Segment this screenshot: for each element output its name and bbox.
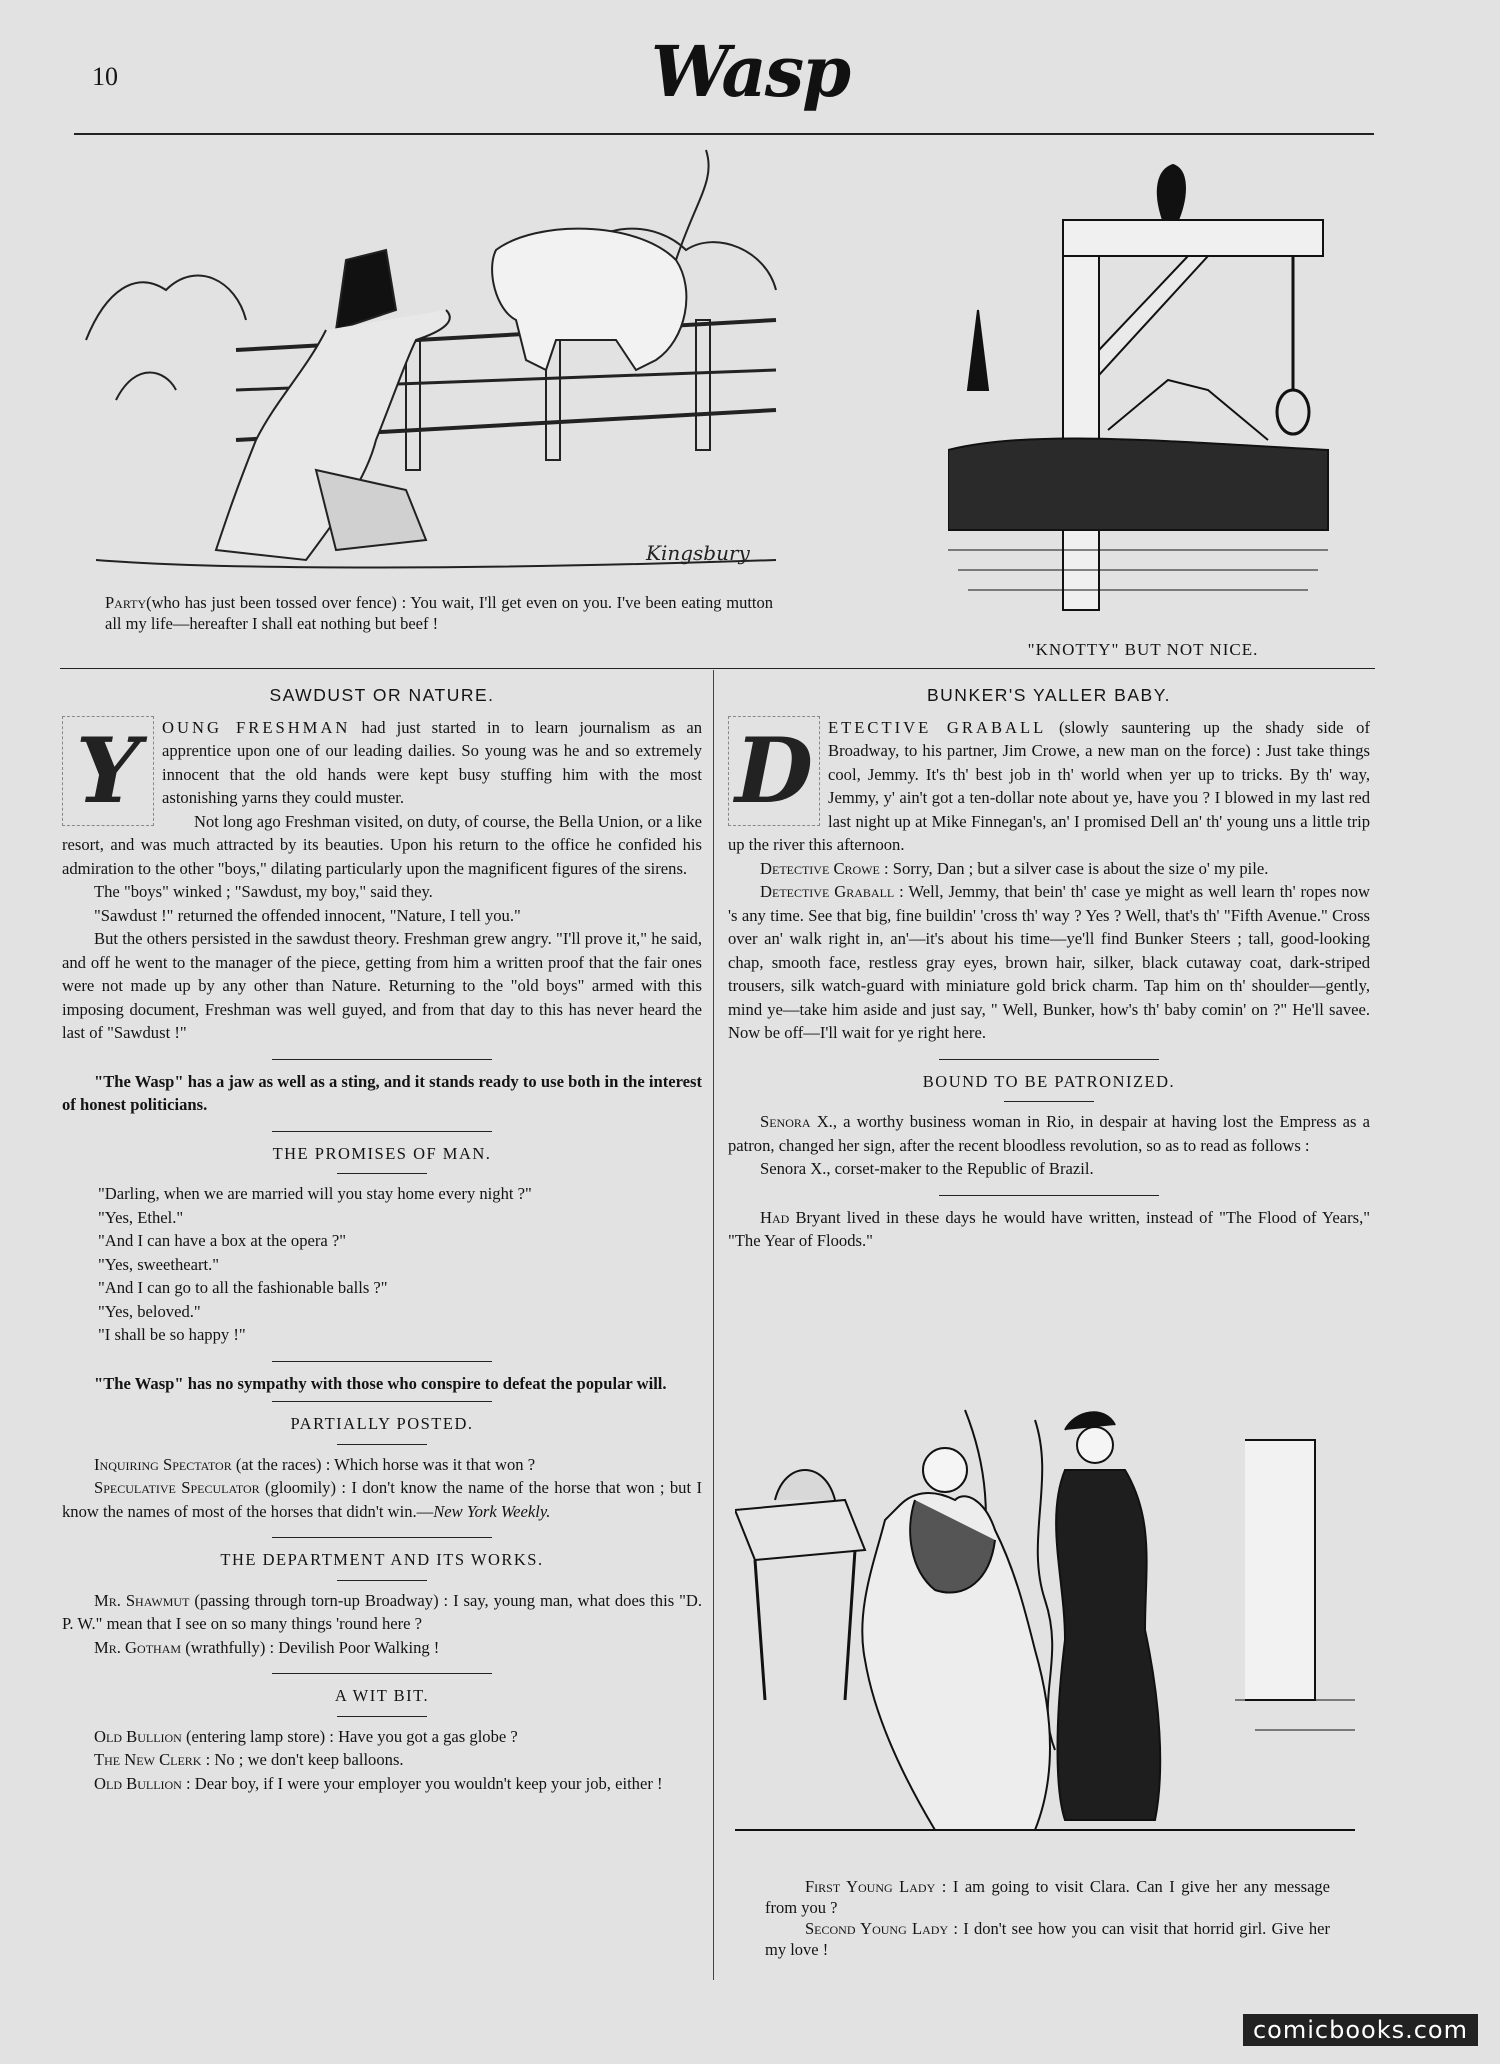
two-ladies-drawing <box>735 1400 1355 1870</box>
illustration-signature: Kingsbury <box>646 541 750 565</box>
fence-caption <box>105 592 773 634</box>
speech: : No ; we don't keep balloons. <box>201 1750 404 1769</box>
divider <box>272 1361 492 1362</box>
promises-line: "Yes, Ethel." <box>98 1207 184 1227</box>
speech: , a worthy business woman in Rio, in despair at having lost the Empress as a patron, changed her sign, after the recent bloodless revolution, so as to read as follows : <box>728 1112 1370 1155</box>
partially-title: PARTIALLY POSTED. <box>290 1414 474 1433</box>
promises-title: THE PROMISES OF MAN. <box>272 1143 492 1163</box>
partially-line-1 <box>62 1453 702 1477</box>
sawdust-paragraph-5: But the others persisted in the sawdust theory. Freshman grew angry. "I'll prove it," he said, and off he went to the manager of the piece, getting from him a written proof that the fair ones were not made up by any other than Nature. Returning to the "old boys" armed with this imposing document, Freshman was well guyed, and from that day to this has never heard the last of "Sawdust !" <box>62 929 702 1042</box>
ornamental-dropcap-y: Y <box>62 716 154 826</box>
two-ladies-illustration <box>735 1400 1355 1870</box>
lead-word: Had <box>760 1207 790 1227</box>
promises-dialogue <box>62 1182 702 1347</box>
promises-line: "I shall be so happy !" <box>98 1325 246 1344</box>
column-divider <box>713 670 714 1980</box>
caption-text: (who has just been tossed over fence) : You wait, I'll get even on you. I've been eating mutton all my life—hereafter I shall eat nothing but beef ! <box>105 593 773 633</box>
divider <box>939 1195 1159 1196</box>
bunker-text-1: (slowly sauntering up the shady side of Broadway, to his partner, Jim Crowe, a new man on the force) : Just take things cool, Jemmy. It's th' best job in th' world when yer up to tricks. By th' way, Jemmy, y' ain't got a ten-dollar note about ye, have you ? I blowed in my last red last night up at Mike Finnegan's, an' I promised Dell an' th' young uns a little trip up the river this afternoon. <box>728 717 1371 854</box>
witbit-line-3 <box>62 1772 702 1796</box>
speech: : I don't see how you can visit that horrid girl. Give her my love ! <box>765 1919 1330 1959</box>
speaker: Detective Crowe <box>760 858 880 878</box>
speaker: Detective Graball <box>760 882 895 901</box>
speech: (passing through torn-up Broadway) : I say, young man, what does this "D. P. W." mean that I see on so many things 'round here ? <box>62 1590 702 1633</box>
bunker-paragraph-1 <box>728 716 1370 857</box>
speech: : Sorry, Dan ; but a silver case is about the size o' my pile. <box>879 858 1269 878</box>
gallows-illustration <box>948 150 1338 620</box>
divider <box>1004 1101 1094 1102</box>
left-column <box>62 676 702 1795</box>
divider <box>272 1537 492 1538</box>
bunker-lead: ETECTIVE GRABALL <box>828 717 1047 737</box>
sawdust-paragraph-2: Not long ago Freshman visited, on duty, of course, the Bella Union, or a like resort, and was much attracted by its beauties. Upon his return to the office he confided his admiration to the other "boys," dilating particularly upon the magnificent figures of the sirens. <box>62 811 702 878</box>
ladies-caption <box>765 1876 1330 1960</box>
speech: (wrathfully) : Devilish Poor Walking ! <box>181 1637 440 1657</box>
sawdust-paragraph-3: The "boys" winked ; "Sawdust, my boy," said they. <box>94 882 433 901</box>
witbit-title: A WIT BIT. <box>334 1686 430 1705</box>
bound-paragraph-1 <box>728 1110 1370 1157</box>
promises-line: "And I can have a box at the opera ?" <box>98 1231 347 1250</box>
speaker: First Young Lady <box>805 1877 936 1896</box>
site-watermark: comicbooks.com <box>1243 2014 1478 2046</box>
speech: : Well, Jemmy, that bein' th' case ye might as well learn th' ropes now 's any time. See that big, fine buildin' 'cross th' way ? Yes ? Well, that's th' "Fifth Avenue." Cross over an' walk right in, an'—it's about his time—ye'll find Bunker Steers ; tall, good-looking chap, smooth face, restless gray eyes, brown hair, silker, black cutaway coat, dark-striped trousers, silk watch-guard with miniature gold brick charm. Tap him on th' shoulder—gently, mind ye—take him aside and just say, " Well, Bunker, how's th' baby comin' on ?" He'll savee. Now be off—I'll wait for ye right here. <box>728 882 1370 1042</box>
sawdust-paragraph-4: "Sawdust !" returned the offended innocent, "Nature, I tell you." <box>94 905 521 925</box>
gallows-caption: "KNOTTY" BUT NOT NICE. <box>1027 640 1259 659</box>
bunker-paragraph-3 <box>728 880 1370 1045</box>
bryant-paragraph <box>728 1206 1370 1253</box>
speaker: Old Bullion <box>94 1773 182 1793</box>
speaker: Senora X. <box>760 1112 833 1131</box>
divider <box>272 1131 492 1132</box>
speech: : Dear boy, if I were your employer you wouldn't keep your job, either ! <box>181 1773 663 1793</box>
sawdust-title: SAWDUST OR NATURE. <box>269 685 495 705</box>
divider <box>272 1059 492 1060</box>
sawdust-paragraph-1 <box>62 716 702 824</box>
bunker-title: BUNKER'S YALLER BABY. <box>927 685 1171 705</box>
speaker: The New Clerk <box>94 1750 202 1769</box>
promises-line: "Yes, beloved." <box>98 1301 201 1321</box>
speech: (gloomily) : I don't know the name of the horse that won ; but I know the names of most of the horses that didn't win.— <box>62 1478 702 1521</box>
divider <box>272 1401 492 1402</box>
promises-line: "And I can go to all the fashionable balls ?" <box>98 1278 388 1297</box>
bound-title: BOUND TO BE PATRONIZED. <box>922 1071 1176 1091</box>
divider <box>939 1059 1159 1060</box>
bunker-paragraph-2 <box>728 857 1370 881</box>
speaker: Old Bullion <box>94 1726 182 1746</box>
speaker: Mr. Gotham <box>94 1637 182 1657</box>
speaker: Second Young Lady <box>805 1919 949 1938</box>
promises-line: "Yes, sweetheart." <box>98 1254 220 1274</box>
witbit-line-1 <box>62 1725 702 1749</box>
sawdust-lead: OUNG FRESHMAN <box>162 717 351 737</box>
ornamental-dropcap-d: D <box>728 716 820 826</box>
wasp-sympathy-note: "The Wasp" has no sympathy with those who conspire to defeat the popular will. <box>94 1373 667 1393</box>
promises-line: "Darling, when we are married will you stay home every night ?" <box>98 1184 532 1203</box>
sawdust-text-1: had just started in to learn journalism as an apprentice upon one of our leading dailies. So young was he and so extremely innocent that the old hands were kept busy stuffing him with the most astonishing yarns they could muster. <box>162 717 702 807</box>
department-line-2 <box>62 1636 702 1660</box>
speech: (at the races) : Which horse was it that won ? <box>231 1454 536 1474</box>
partially-line-2 <box>62 1476 702 1523</box>
divider <box>272 1673 492 1674</box>
department-title: THE DEPARTMENT AND ITS WORKS. <box>220 1550 544 1569</box>
bound-paragraph-2: Senora X., corset-maker to the Republic of Brazil. <box>760 1159 1094 1178</box>
header-rule <box>74 133 1374 135</box>
speaker: Mr. Shawmut <box>94 1590 190 1610</box>
witbit-line-2 <box>62 1748 702 1772</box>
ladies-caption-line-1 <box>765 1876 1330 1918</box>
divider <box>337 1444 427 1445</box>
department-line-1 <box>62 1589 702 1636</box>
bryant-text: Bryant lived in these days he would have written, instead of "The Flood of Years," "The Year of Floods." <box>728 1207 1370 1250</box>
speaker: Speculative Speculator <box>94 1478 260 1497</box>
divider <box>337 1173 427 1174</box>
divider <box>337 1716 427 1717</box>
ladies-caption-line-2 <box>765 1918 1330 1960</box>
fence-cow-illustration <box>76 140 796 585</box>
speech: (entering lamp store) : Have you got a gas globe ? <box>181 1726 518 1746</box>
caption-speaker: Party <box>105 593 147 612</box>
section-rule <box>60 668 1375 669</box>
speech: : I am going to visit Clara. Can I give her any message from you ? <box>765 1877 1330 1917</box>
divider <box>337 1580 427 1581</box>
speaker: Inquiring Spectator <box>94 1454 232 1474</box>
gallows-drawing <box>948 150 1338 620</box>
masthead-logo: Wasp <box>650 30 850 113</box>
source-credit: New York Weekly. <box>433 1501 551 1521</box>
page-number: 10 <box>92 62 118 91</box>
wasp-jaw-note: "The Wasp" has a jaw as well as a sting, and it stands ready to use both in the interest of honest politicians. <box>62 1071 702 1114</box>
fence-cow-drawing <box>76 140 796 585</box>
right-column <box>728 676 1370 1253</box>
